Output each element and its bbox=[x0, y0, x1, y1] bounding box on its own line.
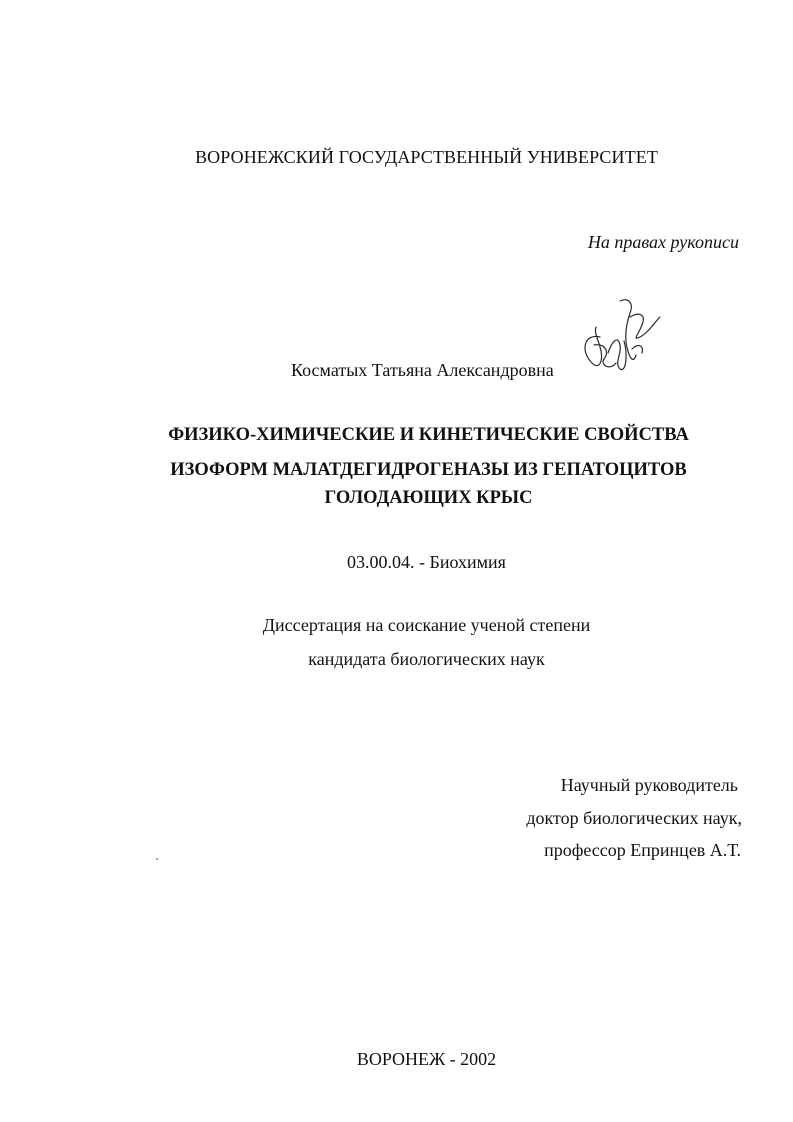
advisor-role: Научный руководитель bbox=[560, 775, 738, 795]
university-name: ВОРОНЕЖСКИЙ ГОСУДАРСТВЕННЫЙ УНИВЕРСИТЕТ bbox=[195, 147, 658, 167]
degree-line-1: Диссертация на соискание ученой степени bbox=[262, 615, 591, 635]
specialty-code: 03.00.04. - Биохимия bbox=[347, 552, 506, 572]
advisor-name: профессор Епринцев А.Т. bbox=[544, 840, 741, 860]
degree-line-2: кандидата биологических наук bbox=[308, 649, 545, 669]
dissertation-title-line-3: ГОЛОДАЮЩИХ КРЫС bbox=[324, 488, 533, 508]
author-name: Косматых Татьяна Александровна bbox=[291, 360, 554, 380]
dissertation-title-line-1: ФИЗИКО-ХИМИЧЕСКИЕ И КИНЕТИЧЕСКИЕ СВОЙСТВА bbox=[168, 425, 689, 445]
dissertation-title-line-2: ИЗОФОРМ МАЛАТДЕГИДРОГЕНАЗЫ ИЗ ГЕПАТОЦИТОВ bbox=[170, 460, 687, 480]
signature-icon bbox=[574, 293, 666, 385]
advisor-degree: доктор биологических наук, bbox=[526, 808, 742, 828]
scan-speck bbox=[156, 858, 158, 860]
manuscript-note: На правах рукописи bbox=[587, 232, 739, 252]
city-year: ВОРОНЕЖ - 2002 bbox=[356, 1049, 497, 1069]
